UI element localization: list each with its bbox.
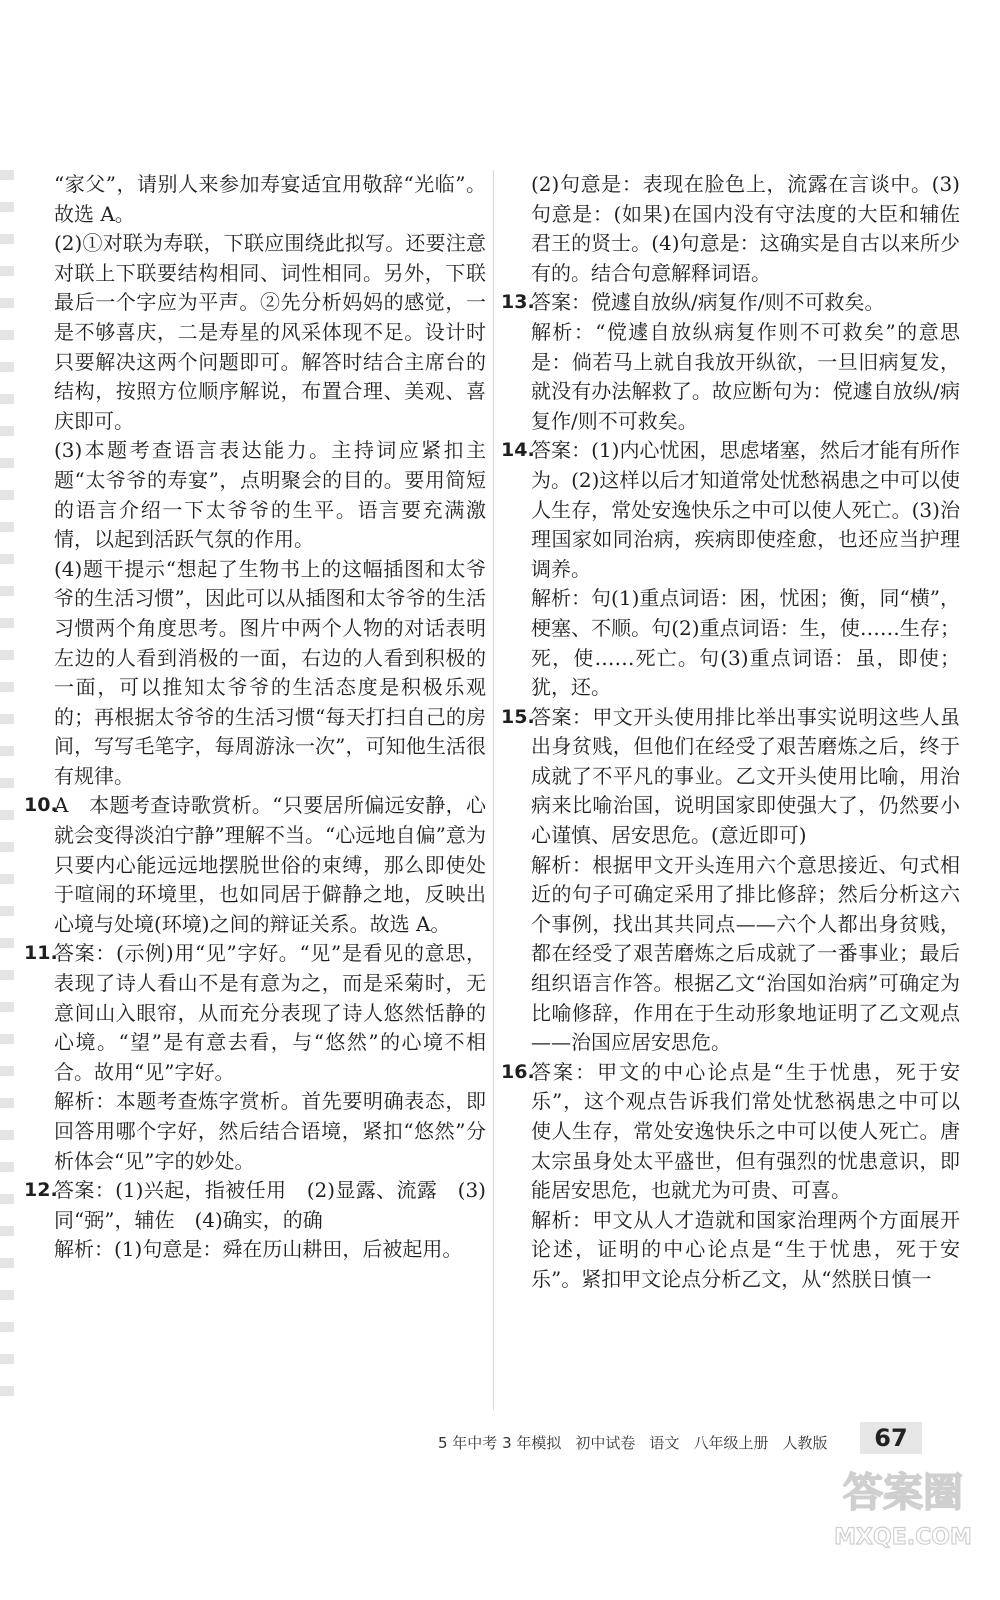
paragraph: (2)①对联为寿联，下联应围绕此拟写。还要注意对联上下联要结构相同、词性相同。另外，下联最后一个字应为平声。②先分析妈妈的感觉，一是不够喜庆，二是寿星的风采体现不足。设计时只要解决这两个问题即可。解答时结合主席台的结构，按照方位顺序解说，布置合理、美观、喜庆即可。 (54, 231, 486, 433)
footer-subject: 语文 (649, 1434, 680, 1452)
right-column (501, 170, 960, 1295)
left-column (24, 170, 486, 1265)
page-footer (438, 1432, 858, 1453)
paragraph: (4)题干提示“想起了生物书上的这幅插图和太爷爷的生活习惯”，因此可以从插图和太爷爷的生活习惯两个角度思考。图片中两个人物的对话表明左边的人看到消极的一面，右边的人看到积极的一面，可以推知太爷爷的生活态度是积极乐观的；再根据太爷爷的生活习惯“每天打扫自己的房间，写写毛笔字，每周游泳一次”，可知他生活很有规律。 (54, 556, 486, 788)
question-12 (24, 1176, 486, 1265)
question-15 (501, 703, 960, 1058)
answer-text: 答案：甲文的中心论点是“生于忧患，死于安乐”，这个观点告诉我们常处忧愁祸患之中可以使人生存，常处安逸快乐之中可以使人死亡。唐太宗虽身处太平盛世，但有强烈的忧患意识，即能居安思危，也就尤为可贵、可喜。 (531, 1059, 960, 1203)
footer-series: 5 年中考 3 年模拟 (438, 1434, 562, 1452)
answer-text: 答案：甲文开头使用排比举出事实说明这些人虽出身贫贱，但他们在经受了艰苦磨炼之后，终于成就了不平凡的事业。乙文开头使用比喻，用治病来比喻治国，说明国家即使强大了，仍然要小心谨慎、居安思危。(意近即可) (531, 704, 960, 848)
analysis-text: 解析：甲文从人才造就和国家治理两个方面展开论述，证明的中心论点是“生于忧患，死于安乐”。紧扣甲文论点分析乙文，从“然朕日慎一 (531, 1207, 960, 1291)
binding-margin-strip (0, 170, 14, 1400)
question-number: 13. (501, 291, 535, 314)
paragraph: (3)本题考查语言表达能力。主持词应紧扣主题“太爷爷的寿宴”，点明聚会的目的。要用简短的语言介绍一下太爷爷的生平。语言要充满激情，以起到活跃气氛的作用。 (54, 438, 486, 552)
answer-text: 答案：(示例)用“见”字好。“见”是看见的意思，表现了诗人看山不是有意为之，而是采菊时，无意间山入眼帘，从而充分表现了诗人悠然恬静的心境。“望”是有意去看，与“悠然”的心境不相合。故用“见”字好。 (54, 941, 486, 1084)
watermark-logo (828, 1444, 978, 1564)
question-number: 14. (501, 439, 535, 462)
question-number: 15. (501, 705, 535, 728)
watermark-line1: 答案圈 (843, 1470, 963, 1516)
column-divider (493, 170, 494, 1410)
question-13 (501, 288, 960, 436)
footer-type: 初中试卷 (575, 1434, 636, 1452)
question-16 (501, 1058, 960, 1295)
analysis-text: 解析：(1)句意是：舜在历山耕田，后被起用。 (54, 1237, 463, 1262)
footer-grade: 八年级上册 (693, 1434, 769, 1452)
page-number: 67 (860, 1422, 922, 1454)
question-number: 16. (501, 1060, 535, 1083)
question-number: 11. (24, 942, 58, 965)
footer-edition: 人教版 (782, 1434, 828, 1452)
watermark-line2: MXQE.COM (834, 1525, 972, 1550)
answer-text: 答案：(1)内心忧困，思虑堵塞，然后才能有所作为。(2)这样以后才知道常处忧愁祸患之中可以使人生存，常处安逸快乐之中可以使人死亡。(3)治理国家如同治病，疾病即使痊愈，也还应当护理调养。 (531, 438, 960, 581)
question-number: 10. (24, 794, 58, 817)
paragraph: “家父”，请别人来参加寿宴适宜用敬辞“光临”。故选 A。 (54, 172, 486, 226)
analysis-text: 解析：“傥遽自放纵病复作则不可救矣”的意思是：倘若马上就自我放开纵欲，一旦旧病复发，就没有办法解救了。故应断句为：傥遽自放纵/病复作/则不可救矣。 (531, 319, 960, 433)
analysis-text: 解析：句(1)重点词语：困，忧困；衡，同“横”，梗塞、不顺。句(2)重点词语：生，使……生存；死，使……死亡。句(3)重点词语：虽，即使；犹，还。 (531, 586, 960, 700)
analysis-text: 解析：本题考查炼字赏析。首先要明确表态，即回答用哪个字好，然后结合语境，紧扣“悠然”分析体会“见”字的妙处。 (54, 1089, 486, 1173)
question-11 (24, 939, 486, 1176)
analysis-text: 解析：根据甲文开头连用六个意思接近、句式相近的句子可确定采用了排比修辞；然后分析这六个事例，找出其共同点——六个人都出身贫贱，都在经受了艰苦磨炼之后成就了一番事业；最后组织语言作答。根据乙文“治国如治病”可确定为比喻修辞，作用在于生动形象地证明了乙文观点——治国应居安思危。 (531, 852, 960, 1055)
question-number: 12. (24, 1179, 58, 1202)
answer-text: A 本题考查诗歌赏析。“只要居所偏远安静，心就会变得淡泊宁静”理解不当。“心远地自偏”意为只要内心能远远地摆脱世俗的束缚，那么即使处于喧闹的环境里，也如同居于僻静之地，反映出心境与处境(环境)之间的辩证关系。故选 A。 (54, 793, 486, 936)
question-14 (501, 436, 960, 702)
answer-text: 答案：傥遽自放纵/病复作/则不可救矣。 (531, 290, 885, 315)
question-10 (24, 791, 486, 939)
answer-text: 答案：(1)兴起，指被任用 (2)显露、流露 (3)同“弼”，辅佐 (4)确实，的确 (54, 1178, 486, 1232)
paragraph: (2)句意是：表现在脸色上，流露在言谈中。(3)句意是：(如果)在国内没有守法度的大臣和辅佐君王的贤士。(4)句意是：这确实是自古以来所少有的。结合句意解释词语。 (531, 172, 960, 285)
